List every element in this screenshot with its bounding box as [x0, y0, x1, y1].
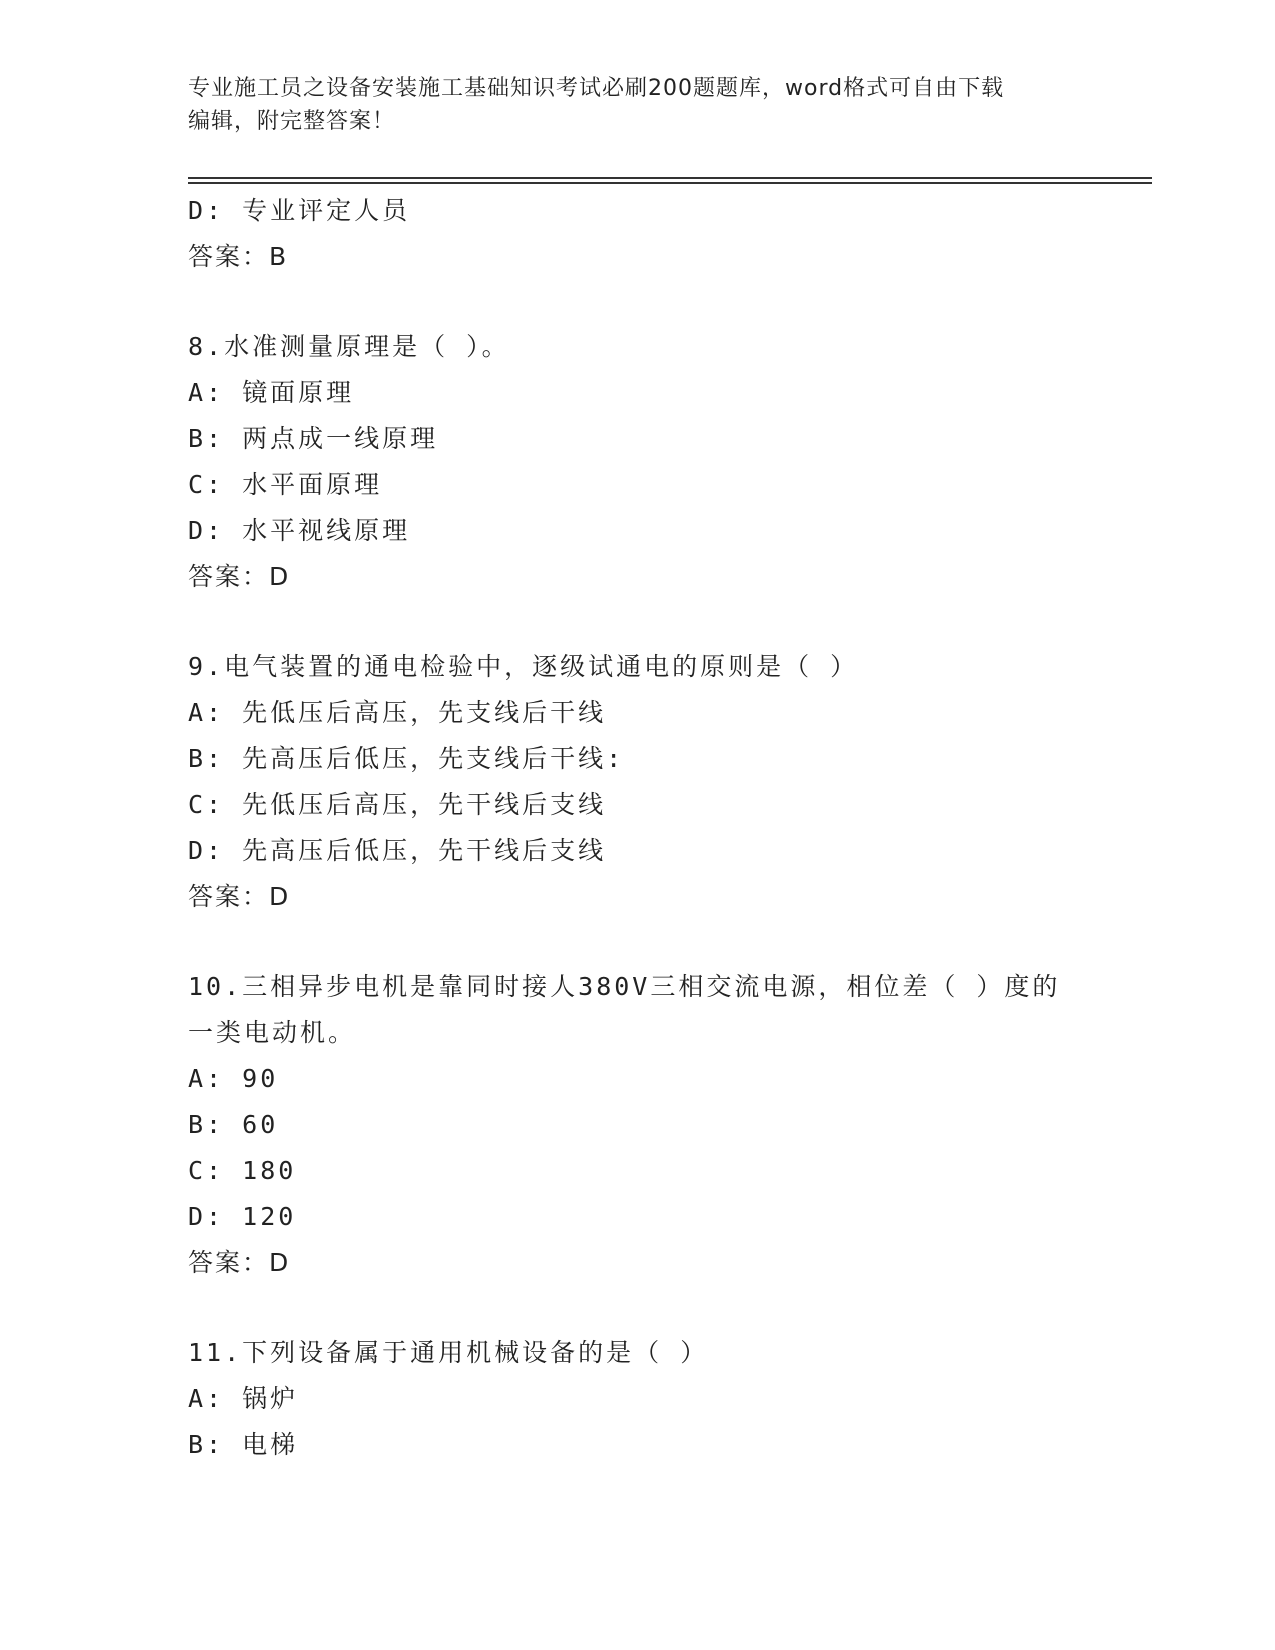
q8-question: 8.水准测量原理是（ ）。	[188, 332, 510, 361]
q8-option-d: D: 水平视线原理	[188, 516, 411, 545]
q8-option-c: C: 水平面原理	[188, 470, 383, 499]
spacer	[188, 920, 1088, 964]
q8-answer: 答案：D	[188, 562, 291, 591]
q8-option-a: A: 镜面原理	[188, 378, 355, 407]
document-header	[188, 72, 1088, 138]
header-divider-bottom	[188, 182, 1152, 184]
q11-option-a: A: 锅炉	[188, 1384, 299, 1413]
header-title-line2: 编辑，附完整答案！	[188, 109, 396, 134]
q9-answer: 答案：D	[188, 882, 291, 911]
prev-option-d: D: 专业评定人员	[188, 196, 411, 225]
spacer	[188, 280, 1088, 324]
q10-option-d: D: 120	[188, 1202, 297, 1231]
q10-option-c: C: 180	[188, 1156, 297, 1185]
prev-answer: 答案：B	[188, 242, 289, 271]
q9-option-d: D: 先高压后低压，先干线后支线	[188, 836, 607, 865]
q10-question-line2: 一类电动机。	[188, 1018, 357, 1047]
q8-option-b: B: 两点成一线原理	[188, 424, 439, 453]
q11-option-b: B: 电梯	[188, 1430, 299, 1459]
q9-option-a: A: 先低压后高压，先支线后干线	[188, 698, 607, 727]
spacer	[188, 1286, 1088, 1330]
q10-option-a: A: 90	[188, 1064, 279, 1093]
q10-option-b: B: 60	[188, 1110, 279, 1139]
header-title-line1: 专业施工员之设备安装施工基础知识考试必刷200题题库，word格式可自由下载	[188, 76, 1005, 101]
q11-question: 11.下列设备属于通用机械设备的是（ ）	[188, 1338, 709, 1367]
q10-answer: 答案：D	[188, 1248, 291, 1277]
q9-option-b: B: 先高压后低压，先支线后干线:	[188, 744, 625, 773]
q9-question: 9.电气装置的通电检验中，逐级试通电的原则是（ ）	[188, 652, 859, 681]
spacer	[188, 600, 1088, 644]
question-list	[188, 188, 1088, 1468]
header-divider-top	[188, 177, 1152, 179]
q9-option-c: C: 先低压后高压，先干线后支线	[188, 790, 607, 819]
q10-question-line1: 10.三相异步电机是靠同时接人380V三相交流电源，相位差（ ）度的	[188, 972, 1061, 1001]
